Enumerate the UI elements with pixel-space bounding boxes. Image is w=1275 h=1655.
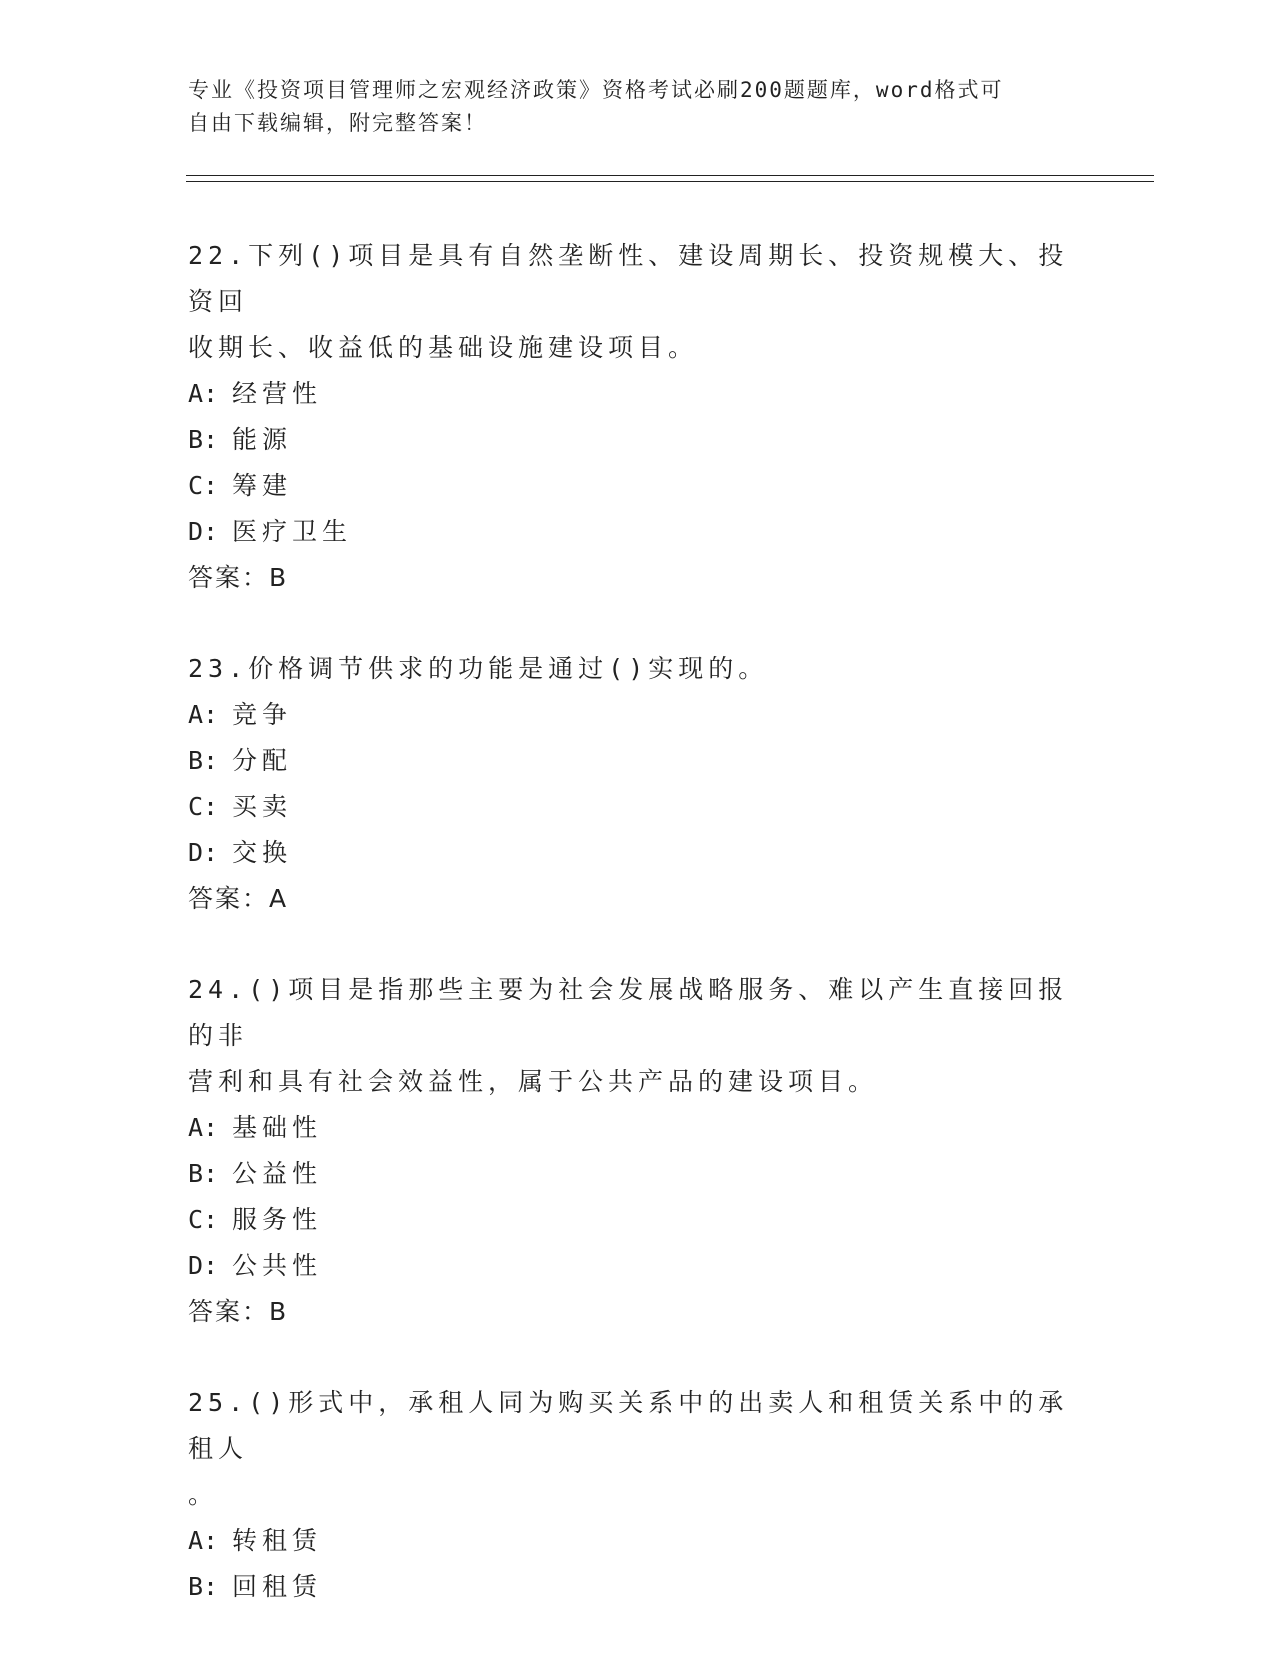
- question-text-line: 24.()项目是指那些主要为社会发展战略服务、难以产生直接回报的非: [188, 975, 1069, 1050]
- option-letter: C:: [188, 792, 219, 821]
- question-text: [188, 967, 1088, 1105]
- option-letter: A:: [188, 1113, 219, 1142]
- option-letter: C:: [188, 471, 219, 500]
- option-d: [188, 1243, 1088, 1289]
- option-letter: B:: [188, 425, 219, 454]
- header-line-1: 专业《投资项目管理师之宏观经济政策》资格考试必刷200题题库，word格式可: [188, 78, 1004, 102]
- question-text-line: 。: [188, 1480, 219, 1509]
- option-b: [188, 738, 1088, 784]
- header-divider-bottom: [186, 181, 1154, 182]
- document-header: [188, 74, 1088, 140]
- header-divider-top: [186, 175, 1154, 176]
- header-line-2: 自由下载编辑，附完整答案！: [188, 111, 487, 135]
- option-text: 筹建: [232, 471, 293, 500]
- option-letter: B:: [188, 1159, 219, 1188]
- option-c: [188, 463, 1088, 509]
- answer-line: 答案：B: [188, 1297, 289, 1326]
- option-a: [188, 692, 1088, 738]
- option-b: [188, 1564, 1088, 1610]
- option-a: [188, 1105, 1088, 1151]
- question-text: [188, 233, 1088, 371]
- option-d: [188, 830, 1088, 876]
- question-text-line: 22.下列()项目是具有自然垄断性、建设周期长、投资规模大、投资回: [188, 241, 1069, 316]
- question-23: [188, 646, 1088, 922]
- option-text: 服务性: [232, 1205, 323, 1234]
- option-text: 公益性: [232, 1159, 323, 1188]
- option-letter: C:: [188, 1205, 219, 1234]
- question-text: [188, 646, 1088, 692]
- option-letter: D:: [188, 517, 219, 546]
- option-a: [188, 371, 1088, 417]
- option-b: [188, 1151, 1088, 1197]
- option-d: [188, 509, 1088, 555]
- option-text: 基础性: [232, 1113, 323, 1142]
- question-text-line: 23.价格调节供求的功能是通过()实现的。: [188, 654, 769, 683]
- option-text: 公共性: [232, 1251, 323, 1280]
- option-text: 竞争: [232, 700, 293, 729]
- option-text: 经营性: [232, 379, 323, 408]
- answer-line: 答案：B: [188, 563, 289, 592]
- question-text: [188, 1380, 1088, 1518]
- option-b: [188, 417, 1088, 463]
- option-letter: B:: [188, 746, 219, 775]
- option-letter: A:: [188, 379, 219, 408]
- question-list: [188, 233, 1088, 1655]
- option-letter: B:: [188, 1572, 219, 1601]
- option-c: [188, 784, 1088, 830]
- question-text-line: 25.()形式中，承租人同为购买关系中的出卖人和租赁关系中的承租人: [188, 1388, 1069, 1463]
- option-text: 交换: [232, 838, 293, 867]
- answer-line: 答案：A: [188, 884, 289, 913]
- question-24: [188, 967, 1088, 1335]
- option-c: [188, 1197, 1088, 1243]
- question-22: [188, 233, 1088, 601]
- option-a: [188, 1518, 1088, 1564]
- option-text: 分配: [232, 746, 293, 775]
- question-25: [188, 1380, 1088, 1610]
- option-letter: A:: [188, 1526, 219, 1555]
- option-letter: A:: [188, 700, 219, 729]
- option-text: 能源: [232, 425, 293, 454]
- option-text: 买卖: [232, 792, 293, 821]
- question-text-line: 营利和具有社会效益性，属于公共产品的建设项目。: [188, 1067, 879, 1096]
- option-text: 回租赁: [232, 1572, 323, 1601]
- option-text: 医疗卫生: [232, 517, 353, 546]
- option-letter: D:: [188, 838, 219, 867]
- option-text: 转租赁: [232, 1526, 323, 1555]
- question-text-line: 收期长、收益低的基础设施建设项目。: [188, 333, 699, 362]
- option-letter: D:: [188, 1251, 219, 1280]
